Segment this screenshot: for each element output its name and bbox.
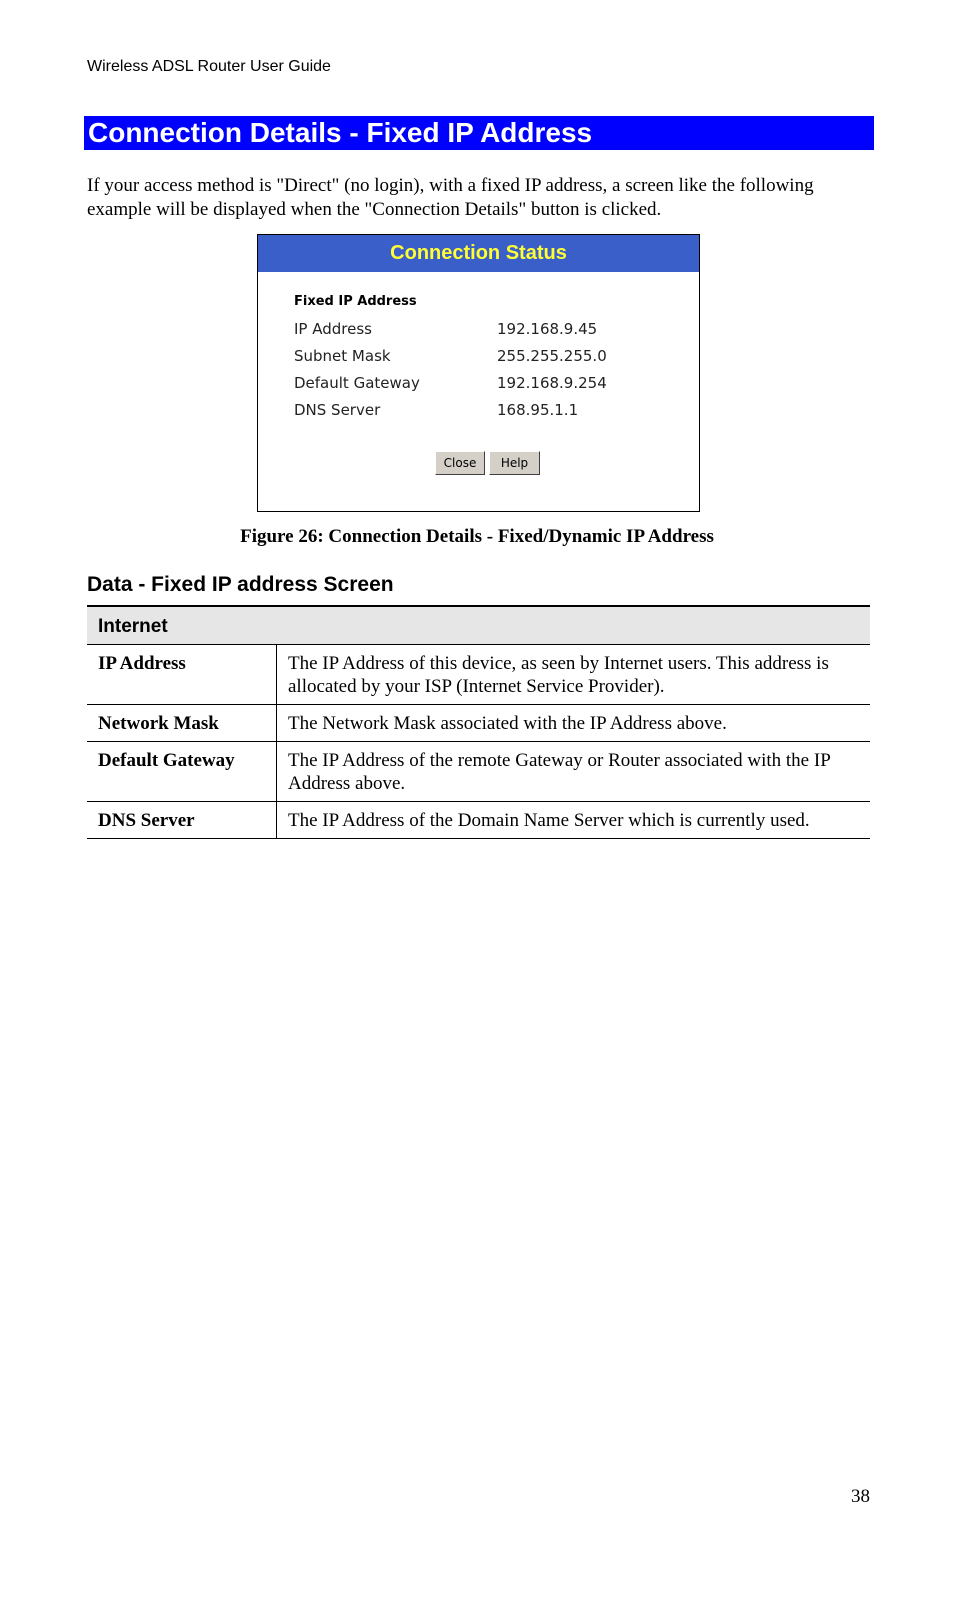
help-button[interactable]: Help <box>489 451 540 475</box>
fixed-ip-section-label: Fixed IP Address <box>294 294 417 309</box>
table-term: Network Mask <box>87 705 277 742</box>
table-row <box>87 645 870 705</box>
status-value: 168.95.1.1 <box>497 401 579 419</box>
data-table <box>87 605 870 839</box>
status-value: 192.168.9.45 <box>497 320 598 338</box>
running-header: Wireless ADSL Router User Guide <box>87 58 331 75</box>
close-button[interactable]: Close <box>435 451 485 475</box>
table-term: DNS Server <box>87 802 277 839</box>
connection-status-title: Connection Status <box>258 235 699 272</box>
status-value: 192.168.9.254 <box>497 374 607 392</box>
page-number: 38 <box>851 1486 870 1507</box>
connection-status-screenshot <box>257 234 700 512</box>
status-label: Subnet Mask <box>294 347 391 365</box>
status-label: Default Gateway <box>294 374 420 392</box>
intro-paragraph: If your access method is "Direct" (no login), with a fixed IP address, a screen like the following example will be displayed when the "Connection Details" button is clicked. <box>87 175 814 220</box>
table-row <box>87 705 870 742</box>
table-section-row <box>87 606 870 645</box>
table-description: The IP Address of this device, as seen by Internet users. This address is allocated by your ISP (Internet Service Provider). <box>277 645 871 705</box>
table-term: Default Gateway <box>87 742 277 802</box>
status-label: DNS Server <box>294 401 381 419</box>
table-row <box>87 742 870 802</box>
status-label: IP Address <box>294 320 372 338</box>
table-description: The IP Address of the Domain Name Server which is currently used. <box>277 802 871 839</box>
table-description: The Network Mask associated with the IP Address above. <box>277 705 871 742</box>
section-title: Connection Details - Fixed IP Address <box>84 116 874 150</box>
table-row <box>87 802 870 839</box>
table-section-label: Internet <box>87 606 870 645</box>
data-heading: Data - Fixed IP address Screen <box>87 573 394 596</box>
table-description: The IP Address of the remote Gateway or Router associated with the IP Address above. <box>277 742 871 802</box>
status-value: 255.255.255.0 <box>497 347 607 365</box>
figure-caption: Figure 26: Connection Details - Fixed/Dynamic IP Address <box>240 526 714 547</box>
table-term: IP Address <box>87 645 277 705</box>
